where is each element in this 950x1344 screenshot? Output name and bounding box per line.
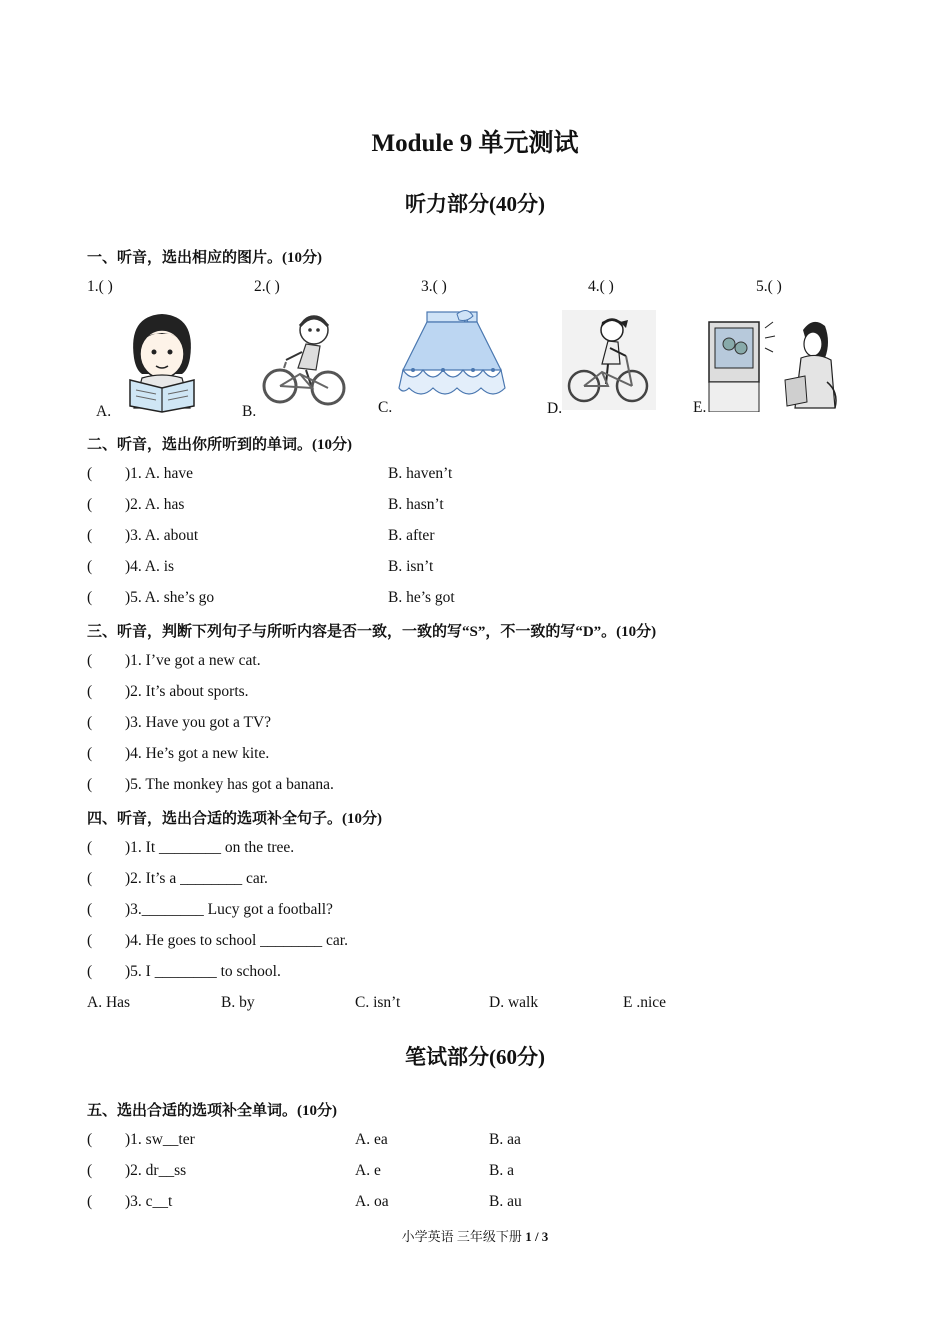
part2-heading: 二、听音，选出你所听到的单词。(10分) [87, 437, 352, 453]
part2-item-4 [87, 558, 174, 576]
part1-answer-3: 3.( ) [421, 278, 447, 295]
part3-item-2 [87, 683, 249, 701]
part4-option-c: C. isn’t [355, 994, 401, 1011]
part5-option-b: B. au [489, 1193, 522, 1210]
footer-text: 小学英语 三年级下册 [401, 1229, 526, 1244]
part3-sentence: )4. He’s got a new kite. [125, 745, 270, 762]
part4-sentence: )4. He goes to school ________ car. [125, 932, 348, 949]
part5-option-a: A. ea [355, 1131, 388, 1148]
picture-label-b: B. [242, 403, 257, 420]
part5-question: )3. c__t [125, 1193, 173, 1210]
writing-section-title: 笔试部分(60分) [405, 1045, 545, 1069]
picture-label-a: A. [96, 403, 112, 420]
part2-item-2 [87, 496, 184, 514]
girl-reading-book-icon [112, 308, 212, 414]
part5-option-b: B. aa [489, 1131, 521, 1148]
part4-item-5 [87, 963, 281, 981]
part5-option-a: A. e [355, 1162, 381, 1179]
page-title: Module 9 单元测试 [371, 130, 579, 157]
answer-paren: ( [87, 963, 93, 980]
part2-option-a: )3. A. about [125, 527, 199, 544]
answer-paren: ( [87, 932, 93, 949]
part2-item-5 [87, 589, 214, 607]
part4-option-a: A. Has [87, 994, 131, 1011]
answer-paren: ( [87, 683, 93, 700]
picture-label-d: D. [547, 400, 563, 417]
part2-option-b: B. isn’t [388, 558, 434, 575]
answer-paren: ( [87, 776, 93, 793]
part4-item-2 [87, 870, 268, 888]
part4-option-e: E .nice [623, 994, 667, 1011]
part2-option-a: )5. A. she’s go [125, 589, 215, 606]
answer-paren: ( [87, 652, 93, 669]
part4-option-b: B. by [221, 994, 255, 1011]
part2-option-a: )1. A. have [125, 465, 194, 482]
part3-item-5 [87, 776, 334, 794]
part5-question: )1. sw__ter [125, 1131, 195, 1148]
part3-heading: 三、听音，判断下列句子与所听内容是否一致，一致的写“S”，不一致的写“D”。(10分) [87, 624, 657, 640]
answer-paren: ( [87, 714, 93, 731]
page-footer [0, 1226, 950, 1245]
part3-sentence: )5. The monkey has got a banana. [125, 776, 334, 793]
skirt-icon [393, 308, 511, 412]
answer-paren: ( [87, 558, 93, 575]
part4-sentence: )2. It’s a ________ car. [125, 870, 268, 887]
part4-item-3 [87, 901, 333, 919]
part3-item-4 [87, 745, 269, 763]
listening-section-title: 听力部分(40分) [405, 192, 545, 216]
part5-question: )2. dr__ss [125, 1162, 187, 1179]
part1-answer-1: 1.( ) [87, 278, 113, 295]
part2-item-1 [87, 465, 193, 483]
answer-paren: ( [87, 496, 93, 513]
part5-item-2 [87, 1162, 186, 1180]
part3-sentence: )3. Have you got a TV? [125, 714, 272, 731]
part4-sentence: )1. It ________ on the tree. [125, 839, 295, 856]
part3-sentence: )1. I’ve got a new cat. [125, 652, 261, 669]
part2-option-b: B. haven’t [388, 465, 453, 482]
answer-paren: ( [87, 465, 93, 482]
part3-sentence: )2. It’s about sports. [125, 683, 249, 700]
answer-paren: ( [87, 1131, 93, 1148]
part5-heading: 五、选出合适的选项补全单词。(10分) [87, 1103, 337, 1119]
part5-option-a: A. oa [355, 1193, 389, 1210]
part4-sentence: )3.________ Lucy got a football? [125, 901, 333, 918]
part2-option-a: )2. A. has [125, 496, 185, 513]
part3-item-3 [87, 714, 271, 732]
part1-heading: 一、听音，选出相应的图片。(10分) [87, 250, 322, 266]
part3-item-1 [87, 652, 261, 670]
woman-watching-tv-icon [707, 312, 841, 412]
part4-sentence: )5. I ________ to school. [125, 963, 281, 980]
part4-item-4 [87, 932, 348, 950]
part5-option-b: B. a [489, 1162, 514, 1179]
part2-option-b: B. hasn’t [388, 496, 444, 513]
part5-item-1 [87, 1131, 195, 1149]
answer-paren: ( [87, 1193, 93, 1210]
answer-paren: ( [87, 527, 93, 544]
part2-option-a: )4. A. is [125, 558, 175, 575]
part4-item-1 [87, 839, 294, 857]
part1-answer-2: 2.( ) [254, 278, 280, 295]
part2-item-3 [87, 527, 198, 545]
girl-riding-bike-icon [562, 310, 656, 410]
answer-paren: ( [87, 870, 93, 887]
picture-label-c: C. [378, 399, 393, 416]
answer-paren: ( [87, 901, 93, 918]
part1-answer-5: 5.( ) [756, 278, 782, 295]
answer-paren: ( [87, 745, 93, 762]
boy-riding-bike-icon [256, 308, 352, 414]
part4-heading: 四、听音，选出合适的选项补全句子。(10分) [87, 811, 382, 827]
picture-label-e: E. [693, 399, 707, 416]
part1-answer-4: 4.( ) [588, 278, 614, 295]
page-number: 1 / 3 [525, 1229, 549, 1244]
part2-option-b: B. he’s got [388, 589, 455, 606]
answer-paren: ( [87, 1162, 93, 1179]
answer-paren: ( [87, 839, 93, 856]
part5-item-3 [87, 1193, 172, 1211]
part4-option-d: D. walk [489, 994, 539, 1011]
part2-option-b: B. after [388, 527, 435, 544]
answer-paren: ( [87, 589, 93, 606]
